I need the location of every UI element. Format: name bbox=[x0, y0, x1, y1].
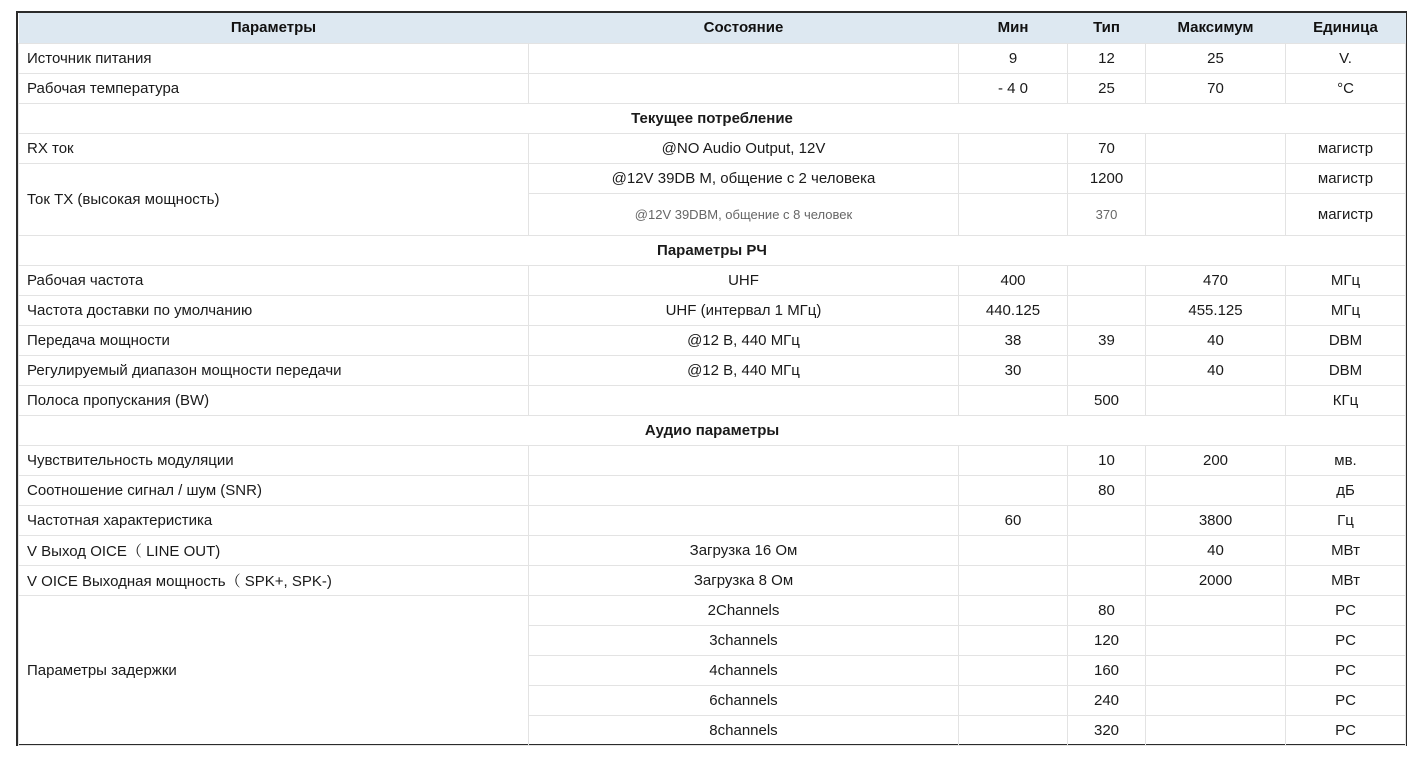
param-label: Регулируемый диапазон мощности передачи bbox=[19, 355, 529, 385]
min-cell bbox=[959, 655, 1068, 685]
typ-cell: 500 bbox=[1068, 385, 1146, 415]
param-label: Чувствительность модуляции bbox=[19, 445, 529, 475]
max-cell bbox=[1146, 475, 1286, 505]
typ-cell: 240 bbox=[1068, 685, 1146, 715]
param-label: Параметры задержки bbox=[19, 595, 529, 745]
max-cell bbox=[1146, 685, 1286, 715]
typ-cell: 370 bbox=[1068, 193, 1146, 235]
unit-cell: PC bbox=[1286, 655, 1406, 685]
min-cell: 400 bbox=[959, 265, 1068, 295]
param-label: Соотношение сигнал / шум (SNR) bbox=[19, 475, 529, 505]
section-row bbox=[19, 103, 1406, 133]
unit-cell: магистр bbox=[1286, 133, 1406, 163]
min-cell bbox=[959, 475, 1068, 505]
typ-cell bbox=[1068, 355, 1146, 385]
min-cell bbox=[959, 565, 1068, 595]
unit-cell: Гц bbox=[1286, 505, 1406, 535]
cond-cell: UHF (интервал 1 МГц) bbox=[529, 295, 959, 325]
header-condition: Состояние bbox=[529, 13, 959, 43]
typ-cell bbox=[1068, 295, 1146, 325]
table-row bbox=[19, 133, 1406, 163]
min-cell bbox=[959, 193, 1068, 235]
typ-cell bbox=[1068, 565, 1146, 595]
unit-cell: мв. bbox=[1286, 445, 1406, 475]
param-label: Ток TX (высокая мощность) bbox=[19, 163, 529, 235]
param-label: V OICE Выходная мощность（ SPK+, SPK-) bbox=[19, 565, 529, 595]
header-unit: Единица bbox=[1286, 13, 1406, 43]
table-row bbox=[19, 73, 1406, 103]
section-title-current: Текущее потребление bbox=[19, 103, 1406, 133]
table-row bbox=[19, 265, 1406, 295]
typ-cell: 70 bbox=[1068, 133, 1146, 163]
min-cell bbox=[959, 595, 1068, 625]
table-row bbox=[19, 355, 1406, 385]
min-cell: 30 bbox=[959, 355, 1068, 385]
min-cell bbox=[959, 535, 1068, 565]
min-cell bbox=[959, 445, 1068, 475]
unit-cell: PC bbox=[1286, 685, 1406, 715]
typ-cell bbox=[1068, 505, 1146, 535]
section-row bbox=[19, 235, 1406, 265]
header-min: Мин bbox=[959, 13, 1068, 43]
max-cell bbox=[1146, 625, 1286, 655]
param-label: Передача мощности bbox=[19, 325, 529, 355]
table-row bbox=[19, 475, 1406, 505]
max-cell: 470 bbox=[1146, 265, 1286, 295]
min-cell: 9 bbox=[959, 43, 1068, 73]
typ-cell: 80 bbox=[1068, 475, 1146, 505]
min-cell bbox=[959, 685, 1068, 715]
unit-cell: V. bbox=[1286, 43, 1406, 73]
param-label: RX ток bbox=[19, 133, 529, 163]
typ-cell: 160 bbox=[1068, 655, 1146, 685]
cond-cell bbox=[529, 385, 959, 415]
typ-cell: 25 bbox=[1068, 73, 1146, 103]
table-row bbox=[19, 595, 1406, 625]
unit-cell: МВт bbox=[1286, 565, 1406, 595]
cond-cell: 4channels bbox=[529, 655, 959, 685]
param-label: Частота доставки по умолчанию bbox=[19, 295, 529, 325]
unit-cell: PC bbox=[1286, 595, 1406, 625]
cond-cell: UHF bbox=[529, 265, 959, 295]
header-typ: Тип bbox=[1068, 13, 1146, 43]
max-cell bbox=[1146, 595, 1286, 625]
max-cell: 40 bbox=[1146, 535, 1286, 565]
typ-cell bbox=[1068, 265, 1146, 295]
max-cell bbox=[1146, 133, 1286, 163]
cond-cell: @12V 39DB M, общение с 2 человека bbox=[529, 163, 959, 193]
section-title-audio: Аудио параметры bbox=[19, 415, 1406, 445]
max-cell: 200 bbox=[1146, 445, 1286, 475]
section-title-rf: Параметры РЧ bbox=[19, 235, 1406, 265]
min-cell bbox=[959, 625, 1068, 655]
cond-cell: 8channels bbox=[529, 715, 959, 745]
typ-cell bbox=[1068, 535, 1146, 565]
max-cell: 40 bbox=[1146, 325, 1286, 355]
cond-cell bbox=[529, 475, 959, 505]
typ-cell: 39 bbox=[1068, 325, 1146, 355]
min-cell: - 4 0 bbox=[959, 73, 1068, 103]
unit-cell: PC bbox=[1286, 625, 1406, 655]
cond-cell: @12 В, 440 МГц bbox=[529, 325, 959, 355]
header-max: Максимум bbox=[1146, 13, 1286, 43]
max-cell: 25 bbox=[1146, 43, 1286, 73]
max-cell bbox=[1146, 655, 1286, 685]
min-cell bbox=[959, 385, 1068, 415]
table-row bbox=[19, 163, 1406, 193]
typ-cell: 10 bbox=[1068, 445, 1146, 475]
typ-cell: 1200 bbox=[1068, 163, 1146, 193]
cond-cell: @NO Audio Output, 12V bbox=[529, 133, 959, 163]
table-row bbox=[19, 325, 1406, 355]
cond-cell bbox=[529, 73, 959, 103]
cond-cell bbox=[529, 43, 959, 73]
min-cell bbox=[959, 133, 1068, 163]
max-cell bbox=[1146, 715, 1286, 745]
param-label: Рабочая частота bbox=[19, 265, 529, 295]
max-cell: 455.125 bbox=[1146, 295, 1286, 325]
max-cell: 40 bbox=[1146, 355, 1286, 385]
section-row bbox=[19, 415, 1406, 445]
cond-cell: 6channels bbox=[529, 685, 959, 715]
unit-cell: МВт bbox=[1286, 535, 1406, 565]
table-row bbox=[19, 535, 1406, 565]
typ-cell: 120 bbox=[1068, 625, 1146, 655]
unit-cell: магистр bbox=[1286, 193, 1406, 235]
table-row bbox=[19, 445, 1406, 475]
cond-cell: @12 В, 440 МГц bbox=[529, 355, 959, 385]
cond-cell: Загрузка 16 Ом bbox=[529, 535, 959, 565]
max-cell: 2000 bbox=[1146, 565, 1286, 595]
param-label: V Выход OICE（ LINE OUT) bbox=[19, 535, 529, 565]
table-row bbox=[19, 565, 1406, 595]
unit-cell: PC bbox=[1286, 715, 1406, 745]
table-row bbox=[19, 385, 1406, 415]
table-row bbox=[19, 505, 1406, 535]
max-cell bbox=[1146, 163, 1286, 193]
max-cell bbox=[1146, 193, 1286, 235]
unit-cell: МГц bbox=[1286, 265, 1406, 295]
cond-cell bbox=[529, 505, 959, 535]
param-label: Источник питания bbox=[19, 43, 529, 73]
cond-cell: 3channels bbox=[529, 625, 959, 655]
max-cell bbox=[1146, 385, 1286, 415]
unit-cell: °C bbox=[1286, 73, 1406, 103]
min-cell: 440.125 bbox=[959, 295, 1068, 325]
max-cell: 3800 bbox=[1146, 505, 1286, 535]
unit-cell: магистр bbox=[1286, 163, 1406, 193]
table-row bbox=[19, 295, 1406, 325]
param-label: Рабочая температура bbox=[19, 73, 529, 103]
header-row bbox=[19, 13, 1406, 43]
spec-table bbox=[18, 13, 1406, 746]
cond-cell: 2Channels bbox=[529, 595, 959, 625]
typ-cell: 80 bbox=[1068, 595, 1146, 625]
unit-cell: КГц bbox=[1286, 385, 1406, 415]
param-label: Полоса пропускания (BW) bbox=[19, 385, 529, 415]
param-label: Частотная характеристика bbox=[19, 505, 529, 535]
typ-cell: 12 bbox=[1068, 43, 1146, 73]
cond-cell: Загрузка 8 Ом bbox=[529, 565, 959, 595]
unit-cell: дБ bbox=[1286, 475, 1406, 505]
spec-table-frame bbox=[16, 11, 1407, 746]
min-cell: 38 bbox=[959, 325, 1068, 355]
unit-cell: DBM bbox=[1286, 325, 1406, 355]
unit-cell: МГц bbox=[1286, 295, 1406, 325]
min-cell bbox=[959, 715, 1068, 745]
header-params: Параметры bbox=[19, 13, 529, 43]
typ-cell: 320 bbox=[1068, 715, 1146, 745]
max-cell: 70 bbox=[1146, 73, 1286, 103]
unit-cell: DBM bbox=[1286, 355, 1406, 385]
cond-cell: @12V 39DBM, общение с 8 человек bbox=[529, 193, 959, 235]
min-cell bbox=[959, 163, 1068, 193]
cond-cell bbox=[529, 445, 959, 475]
min-cell: 60 bbox=[959, 505, 1068, 535]
table-row bbox=[19, 43, 1406, 73]
